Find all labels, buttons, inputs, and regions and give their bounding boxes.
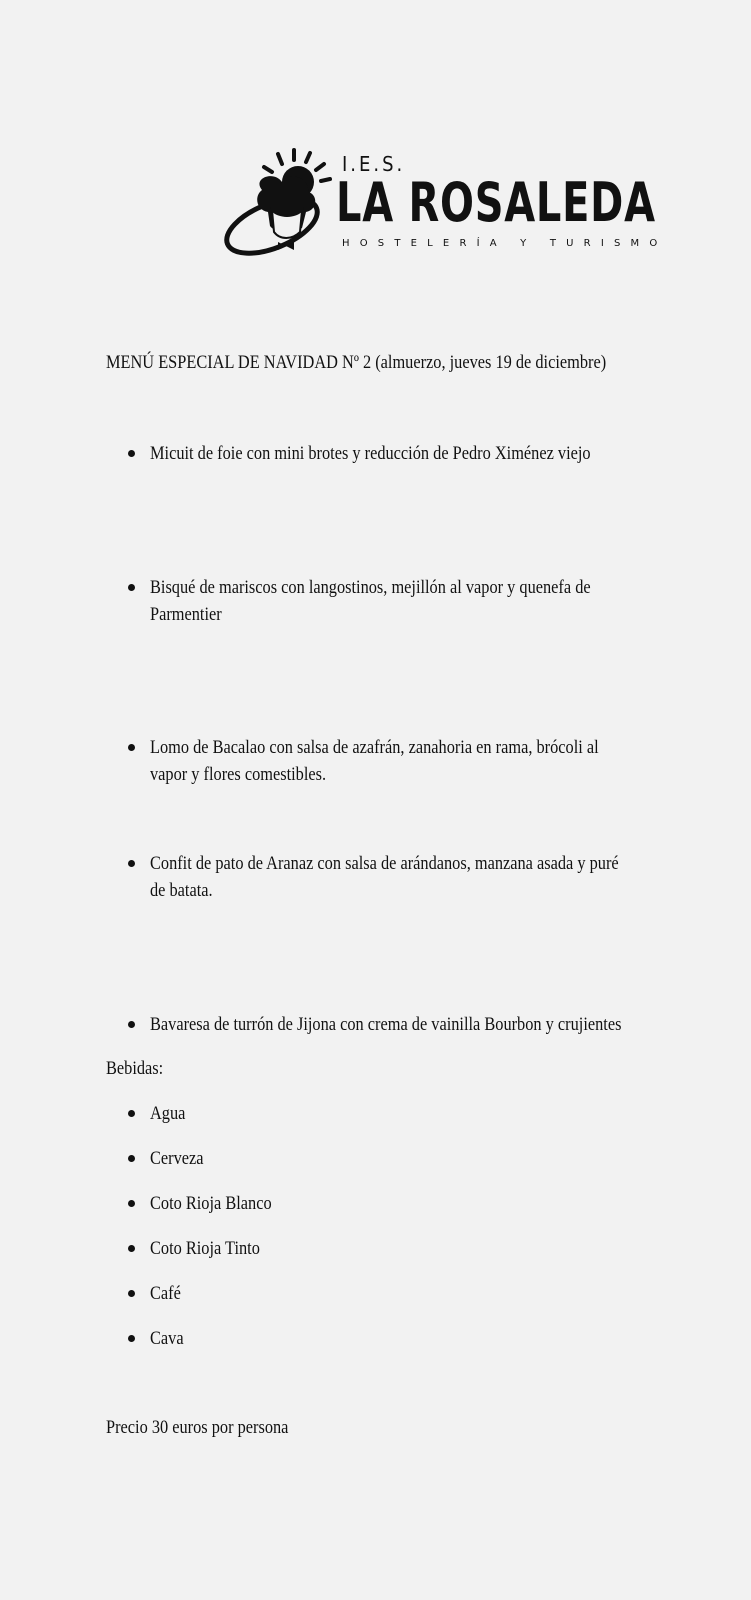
dish-item: Micuit de foie con mini brotes y reducción de Pedro Ximénez viejo	[150, 443, 591, 464]
chef-hat-sun-logo-icon	[222, 148, 340, 258]
bullet-icon	[128, 1110, 135, 1117]
bullet-icon	[128, 584, 135, 591]
logo-school-name: LA ROSALEDA	[336, 171, 656, 234]
drink-item: Coto Rioja Blanco	[150, 1193, 272, 1214]
logo-ies-text: I.E.S.	[342, 152, 406, 176]
bullet-icon	[128, 1155, 135, 1162]
dish-item: Bisqué de mariscos con langostinos, mejillón al vapor y quenefa de Parmentier	[150, 577, 591, 625]
bullet-icon	[128, 1021, 135, 1028]
drink-item: Cerveza	[150, 1148, 204, 1169]
dish-item: Confit de pato de Aranaz con salsa de arándanos, manzana asada y puré de batata.	[150, 853, 619, 901]
bullet-icon	[128, 1200, 135, 1207]
drink-item: Agua	[150, 1103, 186, 1124]
logo-subtitle: HOSTELERÍA Y TURISMO	[342, 238, 668, 249]
bullet-icon	[128, 1245, 135, 1252]
bullet-icon	[128, 1335, 135, 1342]
drink-item: Cava	[150, 1328, 184, 1349]
drink-item: Café	[150, 1283, 181, 1304]
menu-title: MENÚ ESPECIAL DE NAVIDAD Nº 2 (almuerzo, jueves 19 de diciembre)	[106, 352, 607, 373]
dish-item: Lomo de Bacalao con salsa de azafrán, zanahoria en rama, brócoli al vapor y flores comestibles.	[150, 737, 599, 785]
price-text: Precio 30 euros por persona	[106, 1417, 289, 1438]
school-logo	[222, 140, 668, 258]
bullet-icon	[128, 744, 135, 751]
drinks-heading: Bebidas:	[106, 1058, 164, 1079]
bullet-icon	[128, 860, 135, 867]
dish-item: Bavaresa de turrón de Jijona con crema de vainilla Bourbon y crujientes	[150, 1014, 622, 1035]
bullet-icon	[128, 1290, 135, 1297]
drink-item: Coto Rioja Tinto	[150, 1238, 260, 1259]
bullet-icon	[128, 450, 135, 457]
